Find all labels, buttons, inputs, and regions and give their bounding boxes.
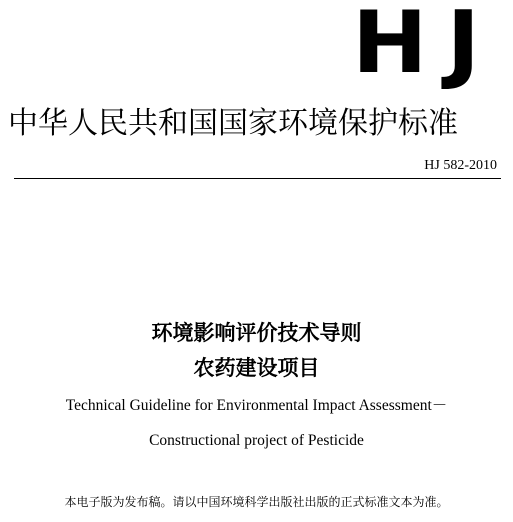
standard-code: HJ 582-2010: [424, 158, 497, 173]
hj-logo: HJ: [352, 0, 499, 93]
organization-title: 中华人民共和国国家环境保护标准: [8, 106, 458, 141]
header-divider: [14, 178, 501, 179]
document-title-zh-line2: 农药建设项目: [193, 356, 320, 380]
document-title-en-line2: Constructional project of Pesticide: [149, 432, 364, 449]
release-note: 本电子版为发布稿。请以中国环境科学出版社出版的正式标准文本为准。: [64, 495, 449, 509]
document-title-zh-line1: 环境影响评价技术导则: [151, 321, 362, 345]
document-title-en-line1: Technical Guideline for Environmental Impact Assessment－: [65, 397, 448, 414]
